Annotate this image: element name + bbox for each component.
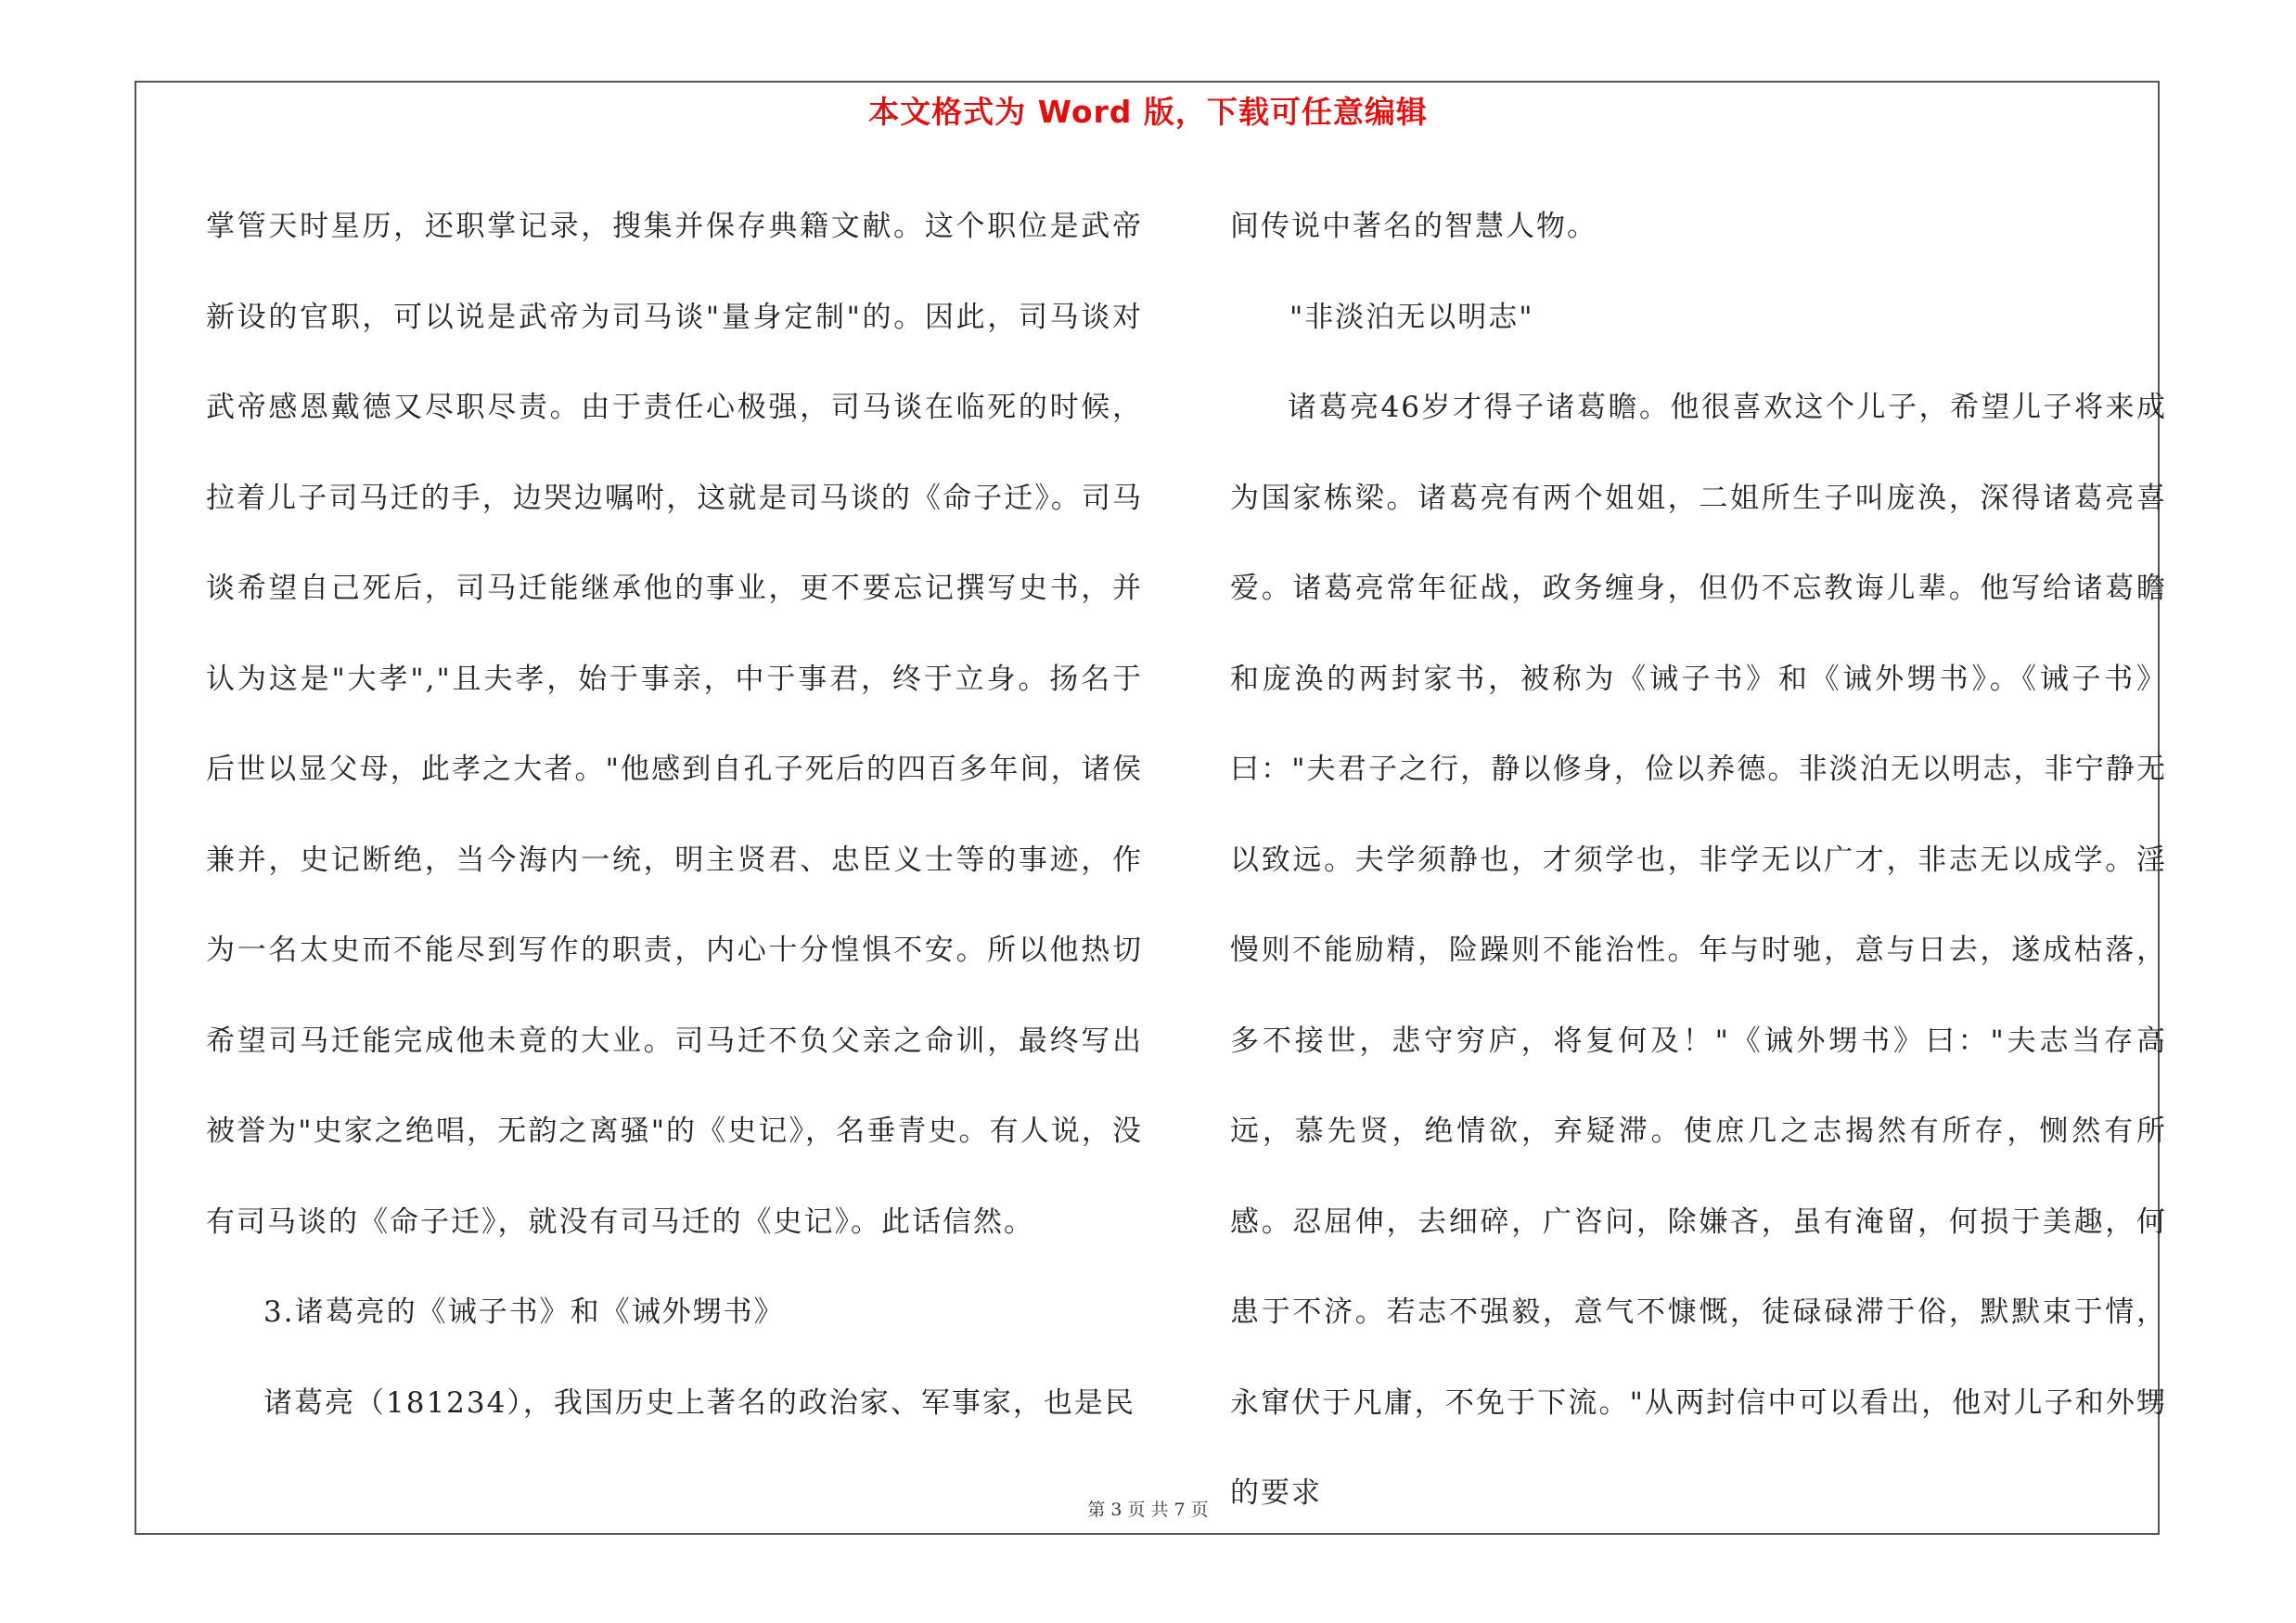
right-paragraph-3: 诸葛亮46岁才得子诸葛瞻。他很喜欢这个儿子，希望儿子将来成为国家栋梁。诸葛亮有两个姐姐，二姐所生子叫庞涣，深得诸葛亮喜爱。诸葛亮常年征战，政务缠身，但仍不忘教诲儿辈。他写给诸葛瞻和庞涣的两封家书，被称为《诫子书》和《诫外甥书》。《诫子书》曰："夫君子之行，静以修身，俭以养德。非淡泊无以明志，非宁静无以致远。夫学须静也，才须学也，非学无以广才，非志无以成学。淫慢则不能励精，险躁则不能治性。年与时驰，意与日去，遂成枯落，多不接世，悲守穷庐，将复何及！"《诫外甥书》曰："夫志当存高远，慕先贤，绝情欲，弃疑滞。使庶几之志揭然有所存，恻然有所感。忍屈伸，去细碎，广咨问，除嫌吝，虽有淹留，何损于美趣，何患于不济。若志不强毅，意气不慷慨，徒碌碌滞于俗，默默束于情，永窜伏于凡庸，不免于下流。"从两封信中可以看出，他对儿子和外甥的要求 bbox=[1230, 391, 2167, 1510]
section-heading: 3.诸葛亮的《诫子书》和《诫外甥书》 bbox=[263, 1295, 785, 1329]
right-column bbox=[1230, 182, 2167, 1539]
left-paragraph-1: 掌管天时星历，还职掌记录，搜集并保存典籍文献。这个职位是武帝新设的官职，可以说是武帝为司马谈"量身定制"的。因此，司马谈对武帝感恩戴德又尽职尽责。由于责任心极强，司马谈在临死的时候，拉着儿子司马迁的手，边哭边嘱咐，这就是司马谈的《命子迁》。司马谈希望自己死后，司马迁能继承他的事业，更不要忘记撰写史书，并认为这是"大孝","且夫孝，始于事亲，中于事君，终于立身。扬名于后世以显父母，此孝之大者。"他感到自孔子死后的四百多年间，诸侯兼并，史记断绝，当今海内一统，明主贤君、忠臣义士等的事迹，作为一名太史而不能尽到写作的职责，内心十分惶惧不安。所以他热切希望司马迁能完成他未竟的大业。司马迁不负父亲之命训，最终写出被誉为"史家之绝唱，无韵之离骚"的《史记》，名垂青史。有人说，没有司马谈的《命子迁》，就没有司马迁的《史记》。此话信然。 bbox=[206, 210, 1143, 1239]
page-footer: 第 3 页 共 7 页 bbox=[1087, 1500, 1209, 1520]
left-paragraph-3: 诸葛亮（181234），我国历史上著名的政治家、军事家，也是民 bbox=[263, 1385, 1135, 1420]
subheading-quote: "非淡泊无以明志" bbox=[1289, 300, 1534, 334]
right-paragraph-1: 间传说中著名的智慧人物。 bbox=[1230, 210, 1597, 243]
header-banner: 本文格式为 Word 版，下载可任意编辑 bbox=[868, 94, 1428, 130]
left-column bbox=[206, 182, 1143, 1449]
